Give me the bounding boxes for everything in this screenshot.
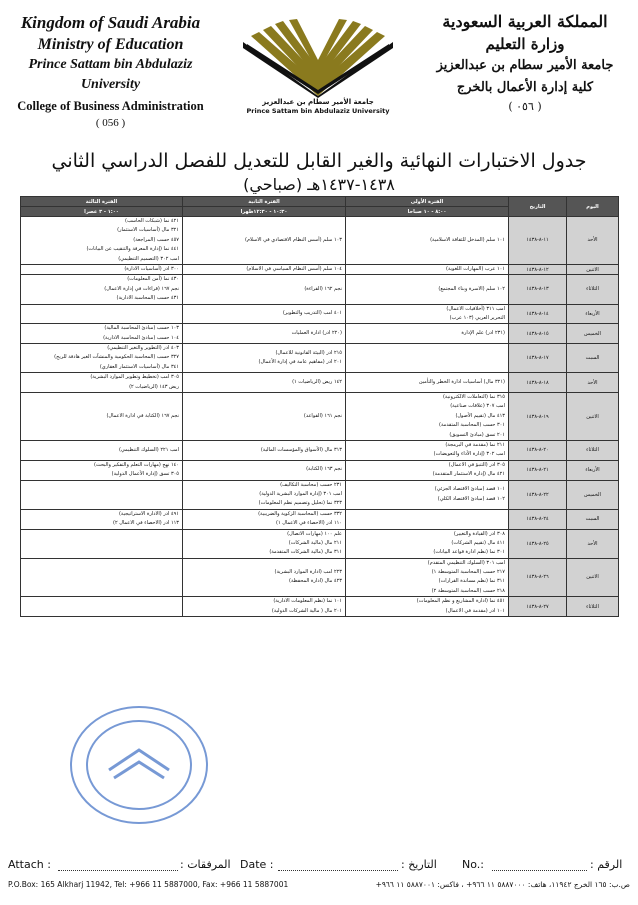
exam-entry: ٣٠١ نما (نظم ادارة قواعد البيانات) — [433, 549, 505, 556]
header-period-2: الفترة الثانية — [183, 197, 346, 207]
attach-label-ar: : المرفقات — [180, 858, 231, 871]
exam-entry: ٤٢٣ مال (ادارة المحفظة) — [289, 578, 342, 585]
schedule-row — [21, 509, 619, 529]
exam-entry: ٢١٨ حسب (المحاسبة المتوسطة ٢) — [431, 587, 505, 594]
schedule-row — [21, 529, 619, 558]
kingdom-en: Kingdom of Saudi Arabia — [20, 13, 201, 32]
exam-entry: (٢٢٠ ادر) ادارة العمليات — [291, 329, 342, 336]
exam-entry: نجم ١٦١ (القواعد) — [303, 412, 342, 419]
exam-entry: ٣٢١ مال (أساسيات الاستثمار) — [117, 227, 179, 234]
exam-entry: ٣٠٨ ادر (القيادة والتغيير) — [453, 530, 505, 537]
code-ar: ( ٠٥٦ ) — [508, 100, 542, 113]
exam-entry: (٢٣١ ادر) علم الإدارة — [461, 329, 505, 336]
header-time-1: ٨:٠٠ - ١٠ صباحا — [346, 207, 509, 217]
date-cell: ١٢-٨-١٤٣٨ — [509, 264, 567, 274]
attach-dots — [58, 870, 178, 871]
footer-fields — [8, 858, 630, 876]
exam-entry: ٣٠٥ تسق (إدارة الأعمال الدولية) — [111, 471, 179, 478]
header-period-3: الفترة الثالثة — [21, 197, 183, 207]
college-ar: كلية إدارة الأعمال بالخرج — [456, 80, 594, 95]
exam-entry: ٢١٥ ادر (البيئة القانونية للاعمال) — [275, 349, 342, 356]
book-logo-icon — [243, 18, 393, 98]
exam-entry: ٢١١ مال (مالية الشركات) — [288, 539, 342, 546]
no-dots — [492, 870, 587, 871]
no-label-ar: : الرقم — [590, 858, 623, 871]
exam-cell-p1 — [346, 324, 509, 344]
exam-cell-p3 — [21, 373, 183, 393]
date-cell: ٢٤-٨-١٤٣٨ — [509, 509, 567, 529]
day-cell: الاثنين — [567, 264, 619, 274]
schedule-row — [21, 344, 619, 373]
day-cell: السبت — [567, 509, 619, 529]
exam-cell-p3 — [21, 480, 183, 509]
schedule-row — [21, 460, 619, 480]
exam-cell-p2 — [183, 480, 346, 509]
exam-entry: ١١٣ ادر (الاحصاء في الاعمال ٢) — [112, 520, 179, 527]
exam-entry: امب ٣٠٧ (علاقات صناعية) — [450, 403, 505, 410]
schedule-row — [21, 275, 619, 304]
date-cell: ٢٥-٨-١٤٣٨ — [509, 529, 567, 558]
exam-entry: امب ٣١١ (أخلاقيات الاعمال) — [446, 305, 505, 312]
exam-cell-p3 — [21, 529, 183, 558]
exam-entry: ٣٠٥ ادر (التنبؤ في الاعمال) — [448, 461, 505, 468]
exam-cell-p1 — [346, 440, 509, 460]
schedule-row — [21, 440, 619, 460]
university-en: Prince Sattam bin Abdulaziz University — [28, 57, 193, 92]
exam-entry: نجم ١٦٧ (الكتابة في ادارة الاعمال) — [106, 412, 179, 419]
day-cell: الخميس — [567, 324, 619, 344]
exam-entry: ٣٣٢ حسب (المحاسبة الزكوية والضريبية) — [258, 510, 342, 517]
exam-cell-p2 — [183, 373, 346, 393]
schedule-row — [21, 264, 619, 274]
exam-entry: ريض ١٤٣ (الرياضيات ٢) — [129, 383, 179, 390]
exam-cell-p3 — [21, 304, 183, 324]
exam-entry: ٤٠١ امب (التدريب والتطوير) — [282, 310, 342, 317]
date-cell: ٢٦-٨-١٤٣٨ — [509, 558, 567, 597]
exam-cell-p2 — [183, 324, 346, 344]
exam-cell-p3 — [21, 275, 183, 304]
logo-text-en: Prince Sattam bin Abdulaziz University — [246, 107, 390, 115]
university-logo — [228, 18, 408, 128]
exam-entry: ٢٠١ تسق (مبادئ التسويق) — [449, 431, 505, 438]
exam-entry: ٤١١ مال (تقييم الشركات) — [451, 539, 505, 546]
date-cell: ١٥-٨-١٤٣٨ — [509, 324, 567, 344]
exam-entry: علم ١٠٠ (مهارات الاتصال) — [287, 530, 342, 537]
exam-entry: ٢٠١ ادر (مفاهيم عامة في إدارة الأعمال) — [258, 359, 342, 366]
schedule-row — [21, 480, 619, 509]
college-en: College of Business Administration — [17, 99, 204, 113]
exam-cell-p1 — [346, 344, 509, 373]
date-label-ar: : التاريخ — [401, 858, 437, 871]
date-dots — [278, 870, 398, 871]
logo-text-ar: جامعة الأمير سطام بن عبدالعزيز — [262, 98, 374, 106]
attach-label: Attach : — [8, 858, 51, 871]
schedule-row — [21, 304, 619, 324]
exam-cell-p1 — [346, 480, 509, 509]
document-title — [0, 148, 638, 196]
header-date: التاريخ — [509, 197, 567, 217]
exam-entry: ٣٠٠ ادر (أساسيات الادارة) — [124, 265, 179, 272]
exam-entry: ٣٠١ حسب (المحاسبة المتقدمة) — [439, 422, 505, 429]
letterhead — [0, 0, 638, 150]
exam-entry: ٣٢٧ حسب (المحاسبة الحكومية والمنشآت الغير هادفة للربح) — [54, 354, 179, 361]
exam-entry: ٣٤١ مال (أساسيات الاستثمار العقاري) — [99, 363, 179, 370]
exam-cell-p3 — [21, 393, 183, 441]
exam-cell-p3 — [21, 264, 183, 274]
stamp-seal-icon — [64, 700, 214, 830]
day-cell: الخميس — [567, 480, 619, 509]
exam-entry: ١٠١ نما (نظم المعلومات الادارية) — [273, 598, 342, 605]
exam-entry: ٢١٧ حسب (المحاسبة المتوسطة ١) — [431, 569, 505, 576]
title-line-1: جدول الاختبارات النهائية والغير القابل للتعديل للفصل الدراسي الثاني — [51, 150, 587, 172]
exam-cell-p1 — [346, 529, 509, 558]
exam-entry: امب ٣٠٢ (التصميم التنظيمي) — [118, 255, 179, 262]
university-ar: جامعة الأمير سطام بن عبدالعزيز — [436, 58, 614, 73]
exam-entry: ٤٢١ نما (شبكات الحاسب) — [125, 218, 179, 224]
schedule-row — [21, 373, 619, 393]
exam-entry: ٤١٣ مال (تقييم الأصول) — [455, 412, 505, 419]
exam-cell-p3 — [21, 460, 183, 480]
schedule-body — [21, 217, 619, 617]
exam-cell-p1 — [346, 275, 509, 304]
ministry-ar: وزارة التعليم — [485, 35, 565, 53]
exam-entry: ١٠٤ سلم (أسس النظام السياسي في الاسلام) — [246, 265, 342, 272]
exam-schedule-table — [20, 196, 619, 617]
date-cell: ٢٠-٨-١٤٣٨ — [509, 440, 567, 460]
exam-entry: ٣١١ مال (مالية الشركات المتقدمة) — [269, 549, 342, 556]
exam-entry: ٤٥١ نما (ادارة المشاريع و نظم المعلومات) — [416, 598, 505, 605]
exam-entry: ١٠٢ قصد (مبادئ الاقتصاد الكلي) — [437, 495, 505, 502]
exam-entry: نجم ١٦٧ (قراءات في إدارة الاعمال) — [104, 285, 179, 292]
exam-cell-p1 — [346, 558, 509, 597]
exam-cell-p2 — [183, 264, 346, 274]
exam-cell-p2 — [183, 597, 346, 617]
header-time-3: ١:٠٠ - ٣ عصرا — [21, 207, 183, 217]
exam-entry: (٣٢١ مال) أساسيات ادارة الخطر والتأمين — [418, 378, 505, 385]
exam-entry: امب ٣٠١ (السلوك التنظيمي المتقدم) — [427, 559, 505, 566]
exam-cell-p2 — [183, 460, 346, 480]
schedule-row — [21, 217, 619, 265]
day-cell: الثلاثاء — [567, 440, 619, 460]
exam-entry: ٢٢٣ امب (ادارة الموارد البشرية) — [274, 569, 342, 576]
exam-entry: ١٠١ سلم (المدخل للثقافة الاسلامية) — [430, 236, 505, 243]
exam-entry: ١١٠ ادر (الاحصاء في الاعمال ١) — [275, 520, 342, 527]
exam-cell-p3 — [21, 324, 183, 344]
exam-entry: ١٠١ قصد (مبادئ الاقتصاد الجزئي) — [434, 486, 505, 493]
exam-cell-p2 — [183, 275, 346, 304]
exam-cell-p1 — [346, 264, 509, 274]
exam-entry: ٣١٣ مال (الأسواق والمؤسسات المالية) — [260, 446, 342, 453]
exam-entry: ٣١١ نما (نظم مساندة القرارات) — [438, 578, 505, 585]
exam-cell-p3 — [21, 597, 183, 617]
exam-entry: ١٠٣ حسب (مبادئ المحاسبة المالية) — [104, 325, 179, 332]
address-ar: ص.ب: ١٦٥ الخرج ١١٩٤٢، هاتف: ٥٨٨٧٠٠٠ ١١ ٩٦٦+ ، فاكس: ٥٨٨٧٠٠١ ١١ ٩٦٦+ — [375, 880, 630, 889]
exam-entry: ٤٣١ حسب (المحاسبة الادارية) — [116, 295, 179, 302]
date-cell: ٢٢-٨-١٤٣٨ — [509, 480, 567, 509]
exam-cell-p1 — [346, 460, 509, 480]
ministry-en: Ministry of Education — [37, 36, 184, 53]
exam-entry: ٢٣١ حسب (محاسبة التكاليف) — [280, 481, 342, 488]
exam-entry: نجم ١٦٣ (الكتابة) — [306, 466, 342, 473]
day-cell: السبت — [567, 344, 619, 373]
date-cell: ١٤-٨-١٤٣٨ — [509, 304, 567, 324]
day-cell: الأربعاء — [567, 304, 619, 324]
exam-cell-p1 — [346, 393, 509, 441]
exam-cell-p2 — [183, 529, 346, 558]
official-stamp — [64, 700, 214, 830]
exam-cell-p2 — [183, 217, 346, 265]
exam-cell-p2 — [183, 304, 346, 324]
no-label: No.: — [462, 858, 484, 871]
exam-cell-p3 — [21, 440, 183, 460]
exam-entry: ٤٠٣ ادر (التطوير والتغير التنظيمي) — [107, 345, 179, 352]
day-cell: الأحد — [567, 217, 619, 265]
date-cell: ١٧-٨-١٤٣٨ — [509, 344, 567, 373]
exam-cell-p2 — [183, 509, 346, 529]
day-cell: الأحد — [567, 529, 619, 558]
exam-entry: ١٠٣ سلم (أسس النظام الاقتصادي في الاسلام) — [245, 236, 342, 243]
date-cell: ١١-٨-١٤٣٨ — [509, 217, 567, 265]
arabic-letterhead — [420, 10, 630, 115]
code-en: ( 056 ) — [95, 117, 126, 129]
exam-cell-p2 — [183, 393, 346, 441]
address-en: P.O.Box: 165 Alkharj 11942, Tel: +966 11 5887000, Fax: +966 11 5887001 — [8, 880, 289, 889]
exam-entry: ١٤٠ نهج (مهارات التعلم والتفكير والبحث) — [93, 461, 179, 468]
header-time-2: ١٠:٣٠ - ١٢:٣٠ظهرا — [183, 207, 346, 217]
exam-cell-p1 — [346, 509, 509, 529]
day-cell: الأحد — [567, 373, 619, 393]
exam-entry: امب ٣٠١ (إدارة الموارد البشرية الدولية) — [259, 490, 342, 497]
exam-entry: ٤٥٧ حسب (المراجعة) — [133, 236, 179, 243]
exam-cell-p3 — [21, 509, 183, 529]
date-cell: ٢١-٨-١٤٣٨ — [509, 460, 567, 480]
exam-cell-p3 — [21, 558, 183, 597]
exam-entry: ١٠١ ادر (مقدمة في الاعمال) — [445, 607, 505, 614]
exam-cell-p1 — [346, 304, 509, 324]
exam-entry: ١٠٢ سلم (الاسرة وبناء المجتمع) — [438, 285, 505, 292]
exam-cell-p3 — [21, 217, 183, 265]
exam-entry: ٤٢١ مال (إدارة الاستثمار المتقدمة) — [432, 471, 505, 478]
exam-entry: ٣١٥ نما (التعاملات الالكترونية) — [442, 394, 505, 401]
exam-entry: ٣٠٥ امب (تخطيط وتطوير الموارد البشرية) — [90, 374, 179, 381]
exam-entry: ٣٢٣ نما (تحليل وتصميم نظم المعلومات) — [258, 500, 342, 507]
schedule-row — [21, 324, 619, 344]
date-cell: ١٩-٨-١٤٣٨ — [509, 393, 567, 441]
date-label: Date : — [240, 858, 274, 871]
title-line-2: ١٤٣٨-١٤٣٧هـ (صباحي) — [243, 175, 395, 194]
schedule-row — [21, 393, 619, 441]
date-cell: ١٣-٨-١٤٣٨ — [509, 275, 567, 304]
document-footer — [0, 842, 638, 905]
header-day: اليوم — [567, 197, 619, 217]
exam-cell-p1 — [346, 597, 509, 617]
day-cell: الاثنين — [567, 558, 619, 597]
day-cell: الثلاثاء — [567, 597, 619, 617]
exam-cell-p2 — [183, 440, 346, 460]
exam-entry: نجم ١٦٢ (القراءة) — [304, 285, 342, 292]
exam-cell-p3 — [21, 344, 183, 373]
exam-entry: ٤٣٠ نما (أمن المعلومات) — [127, 276, 179, 283]
exam-entry: ٤٤١ نما (إدارة المعرفة والتنقيب عن البيانات) — [86, 246, 179, 253]
exam-entry: ١٠١ عرب (المهارات اللغوية) — [446, 265, 505, 272]
schedule-row — [21, 558, 619, 597]
english-letterhead — [8, 12, 213, 131]
header-period-1: الفترة الأولى — [346, 197, 509, 207]
exam-cell-p2 — [183, 344, 346, 373]
exam-entry: امب ٢٢١ (السلوك التنظيمي) — [118, 446, 179, 453]
day-cell: الأربعاء — [567, 460, 619, 480]
exam-entry: ٢٠١ مال ( مالية الشركات الدولية) — [271, 607, 342, 614]
exam-entry: التحرير العربي (١٠٣ عرب) — [449, 314, 505, 321]
schedule-row — [21, 597, 619, 617]
exam-cell-p2 — [183, 558, 346, 597]
exam-entry: امب ٣٠٢ (إدارة الأداء والتعويضات) — [433, 451, 505, 458]
date-cell: ٢٧-٨-١٤٣٨ — [509, 597, 567, 617]
exam-entry: ١٠٤ حسب (مبادئ المحاسبة الادارية) — [103, 334, 179, 341]
date-cell: ١٨-٨-١٤٣٨ — [509, 373, 567, 393]
day-cell: الثلاثاء — [567, 275, 619, 304]
kingdom-ar: المملكة العربية السعودية — [442, 12, 608, 31]
exam-entry: ٢١١ نما (مقدمة في البرمجة) — [445, 441, 505, 448]
exam-entry: ٤٩١ ادر (الادارة الاستراتيجية) — [118, 510, 179, 517]
exam-entry: ١٤٢ ريض (الرياضيات ١) — [292, 378, 342, 385]
exam-cell-p1 — [346, 373, 509, 393]
day-cell: الاثنين — [567, 393, 619, 441]
exam-cell-p1 — [346, 217, 509, 265]
